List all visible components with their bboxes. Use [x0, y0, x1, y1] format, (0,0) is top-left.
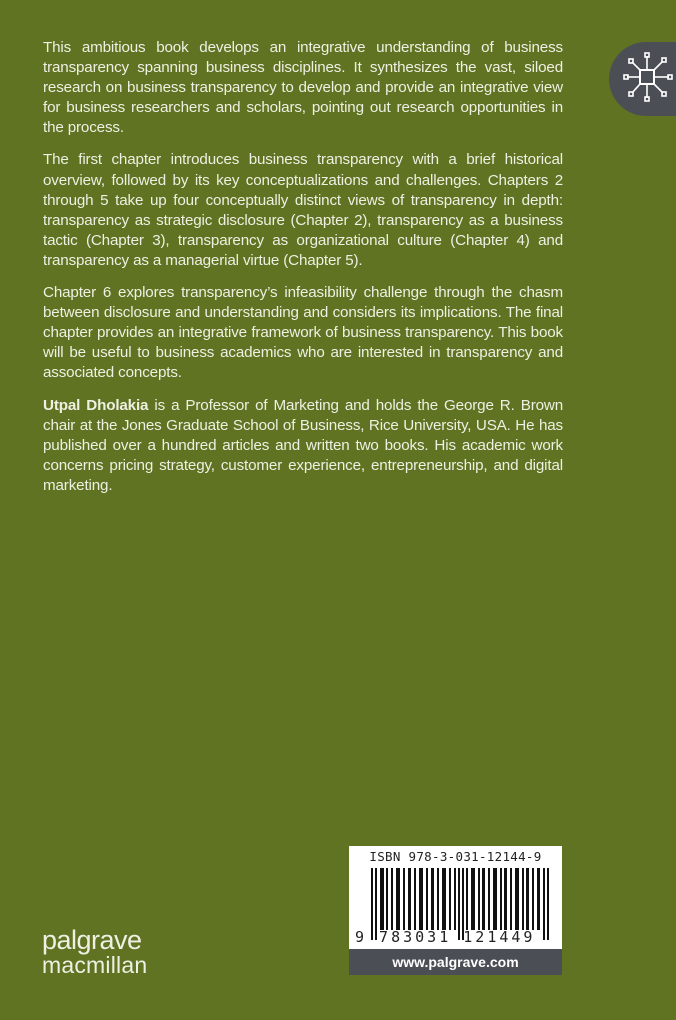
- network-hub-icon: [623, 50, 673, 106]
- publisher-logo-line2: macmillan: [42, 952, 148, 978]
- back-cover-blurb: [43, 38, 563, 508]
- publisher-url: www.palgrave.com: [349, 949, 562, 975]
- isbn-barcode: [349, 846, 562, 975]
- blurb-paragraph-1: This ambitious book develops an integrative understanding of business transparency spanning business disciplines. It synthesizes the vast, siloed research on business transparency to develop and provide an integrative view for business researchers and scholars, pointing out research opportunities in the process.: [43, 39, 563, 137]
- author-bio-text: is a Professor of Marketing and holds the George R. Brown chair at the Jones Graduate School of Business, Rice University, USA. He has published over a hundred articles and written two books. His academic work concerns pricing strategy, customer experience, entrepreneurship, and digital marketing.: [43, 396, 564, 494]
- series-badge: [609, 42, 676, 116]
- blurb-paragraph-3: Chapter 6 explores transparency’s infeasibility challenge through the chasm between disclosure and understanding and considers its implications. The final chapter provides an integrative framework of business transparency. This book will be useful to business academics who are interested in transparency and associated concepts.: [43, 284, 563, 382]
- author-name: Utpal Dholakia: [43, 396, 149, 414]
- publisher-logo: [42, 925, 148, 978]
- author-bio: [43, 396, 563, 496]
- publisher-logo-line1: palgrave: [42, 925, 142, 955]
- barcode-digits: 9 783031 121449: [355, 928, 536, 946]
- blurb-paragraph-2: The first chapter introduces business transparency with a brief historical overview, followed by its key conceptualizations and challenges. Chapters 2 through 5 take up four conceptually distinct views of transparency in depth: transparency as strategic disclosure (Chapter 2), transparency as a business tactic (Chapter 3), transparency as organizational culture (Chapter 4) and transparency as a managerial virtue (Chapter 5).: [43, 151, 563, 269]
- isbn-label: ISBN 978-3-031-12144-9: [369, 849, 542, 864]
